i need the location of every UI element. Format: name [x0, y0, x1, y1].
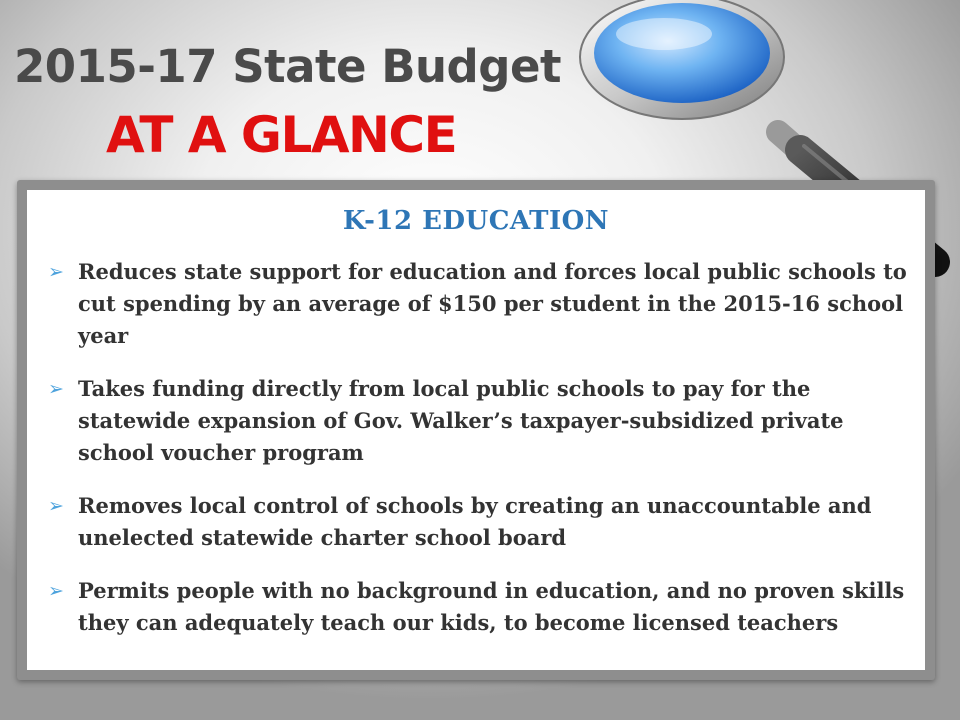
- arrow-bullet-icon: ➢: [48, 495, 64, 517]
- content-card: [17, 180, 935, 680]
- bullet-item: [48, 490, 915, 554]
- bullet-text: Reduces state support for education and forces local public schools to cut spending by an average of $150 per student in the 2015-16 school year: [78, 259, 907, 348]
- bullet-text: Takes funding directly from local public schools to pay for the statewide expansion of Gov. Walker’s taxpayer-subsidized private school voucher program: [78, 376, 844, 465]
- bullet-list: [48, 256, 915, 660]
- slide-subtitle: AT A GLANCE: [106, 106, 457, 164]
- section-heading: K-12 EDUCATION: [342, 206, 610, 236]
- slide-title: 2015-17 State Budget: [14, 40, 561, 93]
- arrow-bullet-icon: ➢: [48, 580, 64, 602]
- bullet-item: [48, 373, 915, 469]
- content-card-body: [27, 190, 925, 670]
- bullet-item: [48, 575, 915, 639]
- magnifier-lens: [580, 0, 784, 119]
- bullet-text: Permits people with no background in education, and no proven skills they can adequately teach our kids, to become licensed teachers: [78, 578, 905, 635]
- arrow-bullet-icon: ➢: [48, 261, 64, 283]
- bullet-text: Removes local control of schools by creating an unaccountable and unelected statewide charter school board: [78, 493, 872, 550]
- arrow-bullet-icon: ➢: [48, 378, 64, 400]
- bullet-item: [48, 256, 915, 352]
